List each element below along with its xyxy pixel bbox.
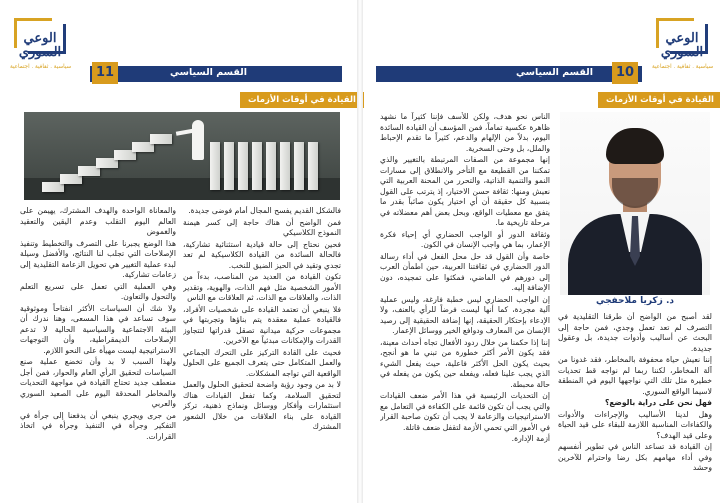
right-page-column-main: [380, 112, 550, 498]
magazine-logo: [652, 18, 714, 76]
page-number: 10: [612, 62, 638, 84]
magazine-logo: [10, 18, 72, 76]
paragraph: هذا الوضع يجبرنا على التصرف والتخطيط وتنفيذ الإصلاحات التي تجلب لنا النتائج، والأفضل وسيلة لبدء عملية التغيير هي تحويل الزعامة التقليدية إلى زعامات تشاركية.: [20, 238, 176, 279]
paragraph: فهل نحن على دراية بالوضع؟: [604, 398, 712, 407]
paragraph: والمعاناة الواحدة والهدف المشترك، يهيمن على العالم اليوم التقلب وعدم اليقين والتعقيد والغموض: [20, 206, 176, 236]
paragraph: إن القيادة قد تساعد الناس في تطوير أنفسهم وفي أداء مهامهم بكل رضا واحترام للآخرين وحشد: [558, 442, 712, 472]
page-number: 11: [92, 62, 118, 84]
left-page-column-right: [183, 206, 341, 498]
logo-tagline: سياسية . ثقافية . اجتماعية: [652, 64, 714, 70]
logo-word-1: الوعي: [665, 31, 699, 46]
section-bar: [90, 66, 342, 82]
topic-label: القيادة في أوقات الأزمات: [240, 92, 364, 108]
paragraph: إن الواجب الحضاري ليس خطبة فارغة، وليس عملية آلية مجردة، كما أنها ليست فرضاً للرأي بالعنف، ولا الإدعاء بإحتكار الحقيقة، إنها إضافة الحقيقية إلى رصيد الإنسان من المعارف ودوافع الخير ووسائل الإعمار.: [380, 294, 550, 335]
left-page-column-left: [20, 206, 176, 498]
paragraph: الناس نحو هدف، ولكن للأسف فإننا كثيراً ما نشهد ظاهرة عكسية تماماً، فمن المؤسف أن القيادة السائدة اليوم، بدلاً من الإلهام والدعم، كثيراً ما تقدم الإحباط والملل، بل وحتى السخرية.: [380, 112, 550, 153]
paragraph: تكون القيادة من العديد من المناصب، بدءاً من الأمور الشخصية مثل فهم الذات، والهوية، وتقدير الذات، والعلاقات مع الذات، ثم العلاقات مع الناس: [183, 272, 341, 302]
logo-tagline: سياسية . ثقافية . اجتماعية: [10, 64, 72, 70]
paragraph: وهي العملية التي تعمل على تسريع التعلم والتحول والتعاون.: [20, 281, 176, 301]
author-photo: [560, 112, 710, 295]
paragraph: فحين نحتاج إلى حالة قيادية استثنائية تشاركية، فالحالة السائدة من القيادة الكلاسيكية لم تعد تجدي وتقيد في الحيز الضيق للنخب.: [183, 239, 341, 270]
paragraph: ولا شك أن السياسات الأكثر انفتاحاً وموثوقية سوف تساعد في هذا المسعى، وهنا ندرك أن البيئة الاجتماعية والسياسية الحالية لا تدعم الإصلاحات الديمقراطية، وأن التوجهات الاستراتيجية ليست مهيأة على النحو اللازم.: [20, 303, 176, 355]
paragraph: أزمة الإدارة.: [511, 434, 550, 443]
paragraph: إننا إذا حكمنا من خلال ردود الأفعال تجاه أحداث معينة، فقد يكون الأمر أكثر خطورة من تبني ما هو أنجح، بحيث يكون الحل الأكثر فاعلية، حيث يفعل الشيء الذي يجب علينا فعله، ويفعله حين يكون من يفعله في حالة محبطة.: [380, 337, 550, 389]
paragraph: إن التحديات الرئيسية في هذا الأمر ضعف القيادات والتي يجب أن تكون قائمة على الكفاءة في التعامل مع الاستراتيجيات والزعامة لا يجب أن تكون صاحبة القرار في الأمور التي تحمي الأزمة لتقفل ضعف قاتلة.: [380, 391, 550, 432]
paragraph: لقد أصبح من الواضح أن طرقنا التقليدية في التصرف لم تعد تعمل وجدي، فمن حاجة إلى البحث عن أساليب وأدوات جديدة، بل وعقول جديدة.: [558, 312, 712, 353]
section-label: القسم السياسي: [516, 67, 593, 78]
paragraph: إننا نعيش حياة محفوفة بالمخاطر، فقد غدونا من آلة المخاطر، لكننا ربما لم نواجه قط تحديات خطيرة مثل تلك التي نواجهها اليوم في المنطقة لاسيما الواقع السوري.: [558, 355, 712, 396]
paragraph: وثقافة الدور أو الواجب الحضاري أي إحياء فكرة الإعمار، بما هي واجب الإنسان في الكون.: [380, 229, 550, 249]
paragraph: من جرى ويجري ينبغي أن يدفعنا إلى جرأة في التفكير وجرأة في التنفيذ وجرأة في اتخاذ القرارات.: [20, 410, 176, 441]
paragraph: فمن الواضح أن هناك حاجة إلى كسر هيمنة النموذج الكلاسيكي: [183, 217, 341, 237]
paragraph: فحيث على القادة التركيز على التحرك الجماعي والعمل المتكامل حتى يتعرف الجميع على الحلول الواقعية التي تواجه المشكلات.: [183, 347, 341, 378]
paragraph: لا بد من وجود رؤية واضحة لتحقيق الحلول والعمل لتحقيق السلامة، وكما تفعل القيادات هناك استثمارات وأفكار ووسائل ونماذج ذهنية، تركز القيادة على بناء العلاقات من خلال الشعور المشترك: [183, 380, 341, 431]
section-bar: [376, 66, 642, 82]
stairs-leadership-image: [24, 112, 340, 200]
logo-word-1: الوعي: [23, 31, 57, 46]
logo-word-2: السوري: [660, 45, 704, 60]
right-page-column-below-photo: [558, 312, 712, 498]
author-name: د. زكريا ملاحفجي: [595, 296, 675, 306]
page-gutter: [357, 0, 363, 503]
paragraph: فلا ينبغي أن تعتمد القيادة على شخصيات الأفراد، فالقيادة عملية معقدة يتم بناؤها وتجربتها في مجموعات حركية ميدانية تصقل قدراتها لتتجاوز القدرات والإمكانات مبدئياً مع الآخرين.: [183, 304, 341, 345]
paragraph: ولهذا السبب لا بد وأن تخضع عملية صنع السياسات لتحقيق الرأي العام والحوار، فمن أجل منعطف جديد تحتاج القيادة في مواجهة التحديات والمخاطر المحدقة اليوم على الصعيد السوري والعربي: [20, 357, 176, 408]
paragraph: فالشكل القديم يفسح المجال أمام فوضى جديدة.: [188, 206, 341, 215]
paragraph: خاصة وأن القول قد حل محل الفعل في أداء رسالة الدور الحضاري في ثقافتنا العربية، حين اطمأن العرب إلى دورهم في الماضي، فمكثوا على تمجيده، دون الإضافة إليه.: [380, 251, 550, 292]
logo-word-2: السوري: [18, 45, 62, 60]
topic-label: القيادة في أوقات الأزمات: [598, 92, 720, 108]
paragraph: وهل لدينا الأساليب والإجراءات والأدوات والكفاءات المناسبة اللازمة للبقاء على قيد الحياة وعلى قيد الهدف؟: [558, 409, 712, 440]
paragraph: إنها مجموعة من الصفات المرتبطة بالتغيير والذي تمكننا من القطيعة مع التأخر والانطلاق إلى مسارات النمو والتنمية الذاتية، والتحرر من المحنة العربية التي نعيش ومنها: ثقافة حسن الاختيار، إذ يترتب على القول بنسبية كل حقيقة أن أي اختيار يكون صائباً بقدر ما يتفق مع معطيات الواقع، وبحل بعض أهم معضلاته في مرحلة تاريخية ما.: [380, 155, 550, 227]
section-label: القسم السياسي: [170, 67, 247, 78]
leader-figure-icon: [192, 120, 204, 160]
